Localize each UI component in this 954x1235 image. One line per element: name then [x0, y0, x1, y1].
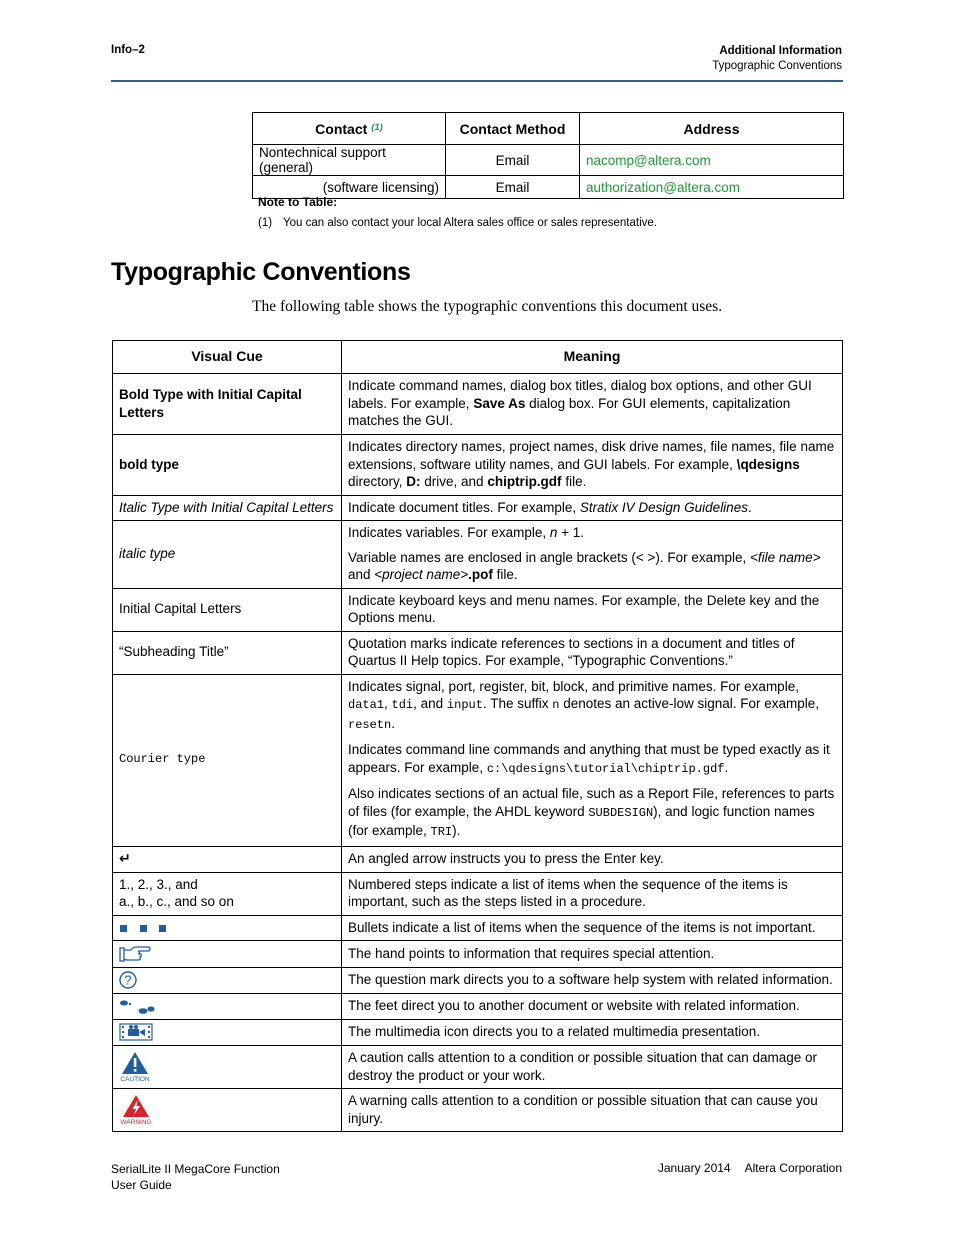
table-row [113, 374, 843, 435]
table-row [113, 872, 843, 915]
enter-arrow-icon: ↵ [119, 850, 131, 867]
meaning-cell: Indicates signal, port, register, bit, block, and primitive names. For example, data1, tdi, and input. The suffix n denotes an active-low signal. For example, resetn. Indicates command line commands and anything that must be typed exactly as it appears. For example, c:\qdesigns\tutorial\chiptrip.gdf. Also indicates sections of an actual file, such as a Report File, references to parts of files (for example, the AHDL keyword SUBDESIGN), and logic function names (for example, TRI). [342, 674, 843, 846]
multimedia-icon [119, 1023, 153, 1041]
table-note-title: Note to Table: [258, 195, 338, 209]
contact-cell: Nontechnical support (general) [253, 145, 446, 176]
cue-subheading-title: “Subheading Title” [113, 631, 342, 674]
address-cell [580, 145, 844, 176]
svg-text:WARNING: WARNING [120, 1118, 152, 1126]
meaning-cell: The hand points to information that requires special attention. [342, 941, 843, 967]
table-header-row [253, 113, 844, 145]
caution-icon [119, 1051, 151, 1083]
table-note [258, 217, 657, 229]
footer-publication-info [658, 1161, 842, 1175]
table-row [113, 1046, 843, 1089]
table-row [113, 941, 843, 967]
table-row [113, 915, 843, 941]
cue-bold-initial-caps: Bold Type with Initial Capital Letters [113, 374, 342, 435]
cue-feet [113, 994, 342, 1020]
warning-icon [119, 1094, 153, 1126]
meaning-cell: Bullets indicate a list of items when the sequence of the items is not important. [342, 915, 843, 941]
table-row [253, 176, 844, 199]
meaning-cell: Indicates variables. For example, n + 1. Variable names are enclosed in angle brackets (< >). For example, <file name> and <project name>.pof file. [342, 521, 843, 589]
table-note-text: You can also contact your local Altera sales office or sales representative. [283, 217, 657, 229]
meaning-cell: A caution calls attention to a condition or possible situation that can damage or destroy the product or your work. [342, 1046, 843, 1089]
table-row [113, 1089, 843, 1132]
question-mark-icon [119, 971, 137, 989]
meaning-cell: Indicate command names, dialog box titles, dialog box options, and other GUI labels. For example, Save As dialog box. For GUI elements, capitalization matches the GUI. [342, 374, 843, 435]
section-title-header: Additional Information [719, 45, 842, 57]
intro-paragraph: The following table shows the typographic conventions this document uses. [252, 298, 723, 315]
running-header [712, 44, 842, 74]
cue-courier-type: Courier type [113, 674, 342, 846]
email-link[interactable]: authorization@altera.com [586, 179, 741, 195]
table-row [113, 631, 843, 674]
table-row [113, 967, 843, 993]
address-cell [580, 176, 844, 199]
table-row [113, 521, 843, 589]
footer-company: Altera Corporation [744, 1161, 842, 1175]
meaning-cell: The multimedia icon directs you to a related multimedia presentation. [342, 1019, 843, 1045]
cue-warning [113, 1089, 342, 1132]
pointing-hand-icon [119, 945, 151, 963]
meaning-cell: Indicate document titles. For example, Stratix IV Design Guidelines. [342, 495, 843, 521]
table-note-ref[interactable]: (1) [371, 121, 383, 133]
page-label: Info–2 [111, 44, 145, 56]
table-note-number: (1) [258, 217, 273, 229]
contact-table [252, 112, 844, 199]
meaning-cell: Indicate keyboard keys and menu names. For example, the Delete key and the Options menu. [342, 588, 843, 631]
cue-bullets [113, 915, 342, 941]
cue-initial-caps: Initial Capital Letters [113, 588, 342, 631]
column-header-address: Address [580, 113, 844, 145]
cue-bold-type: bold type [113, 435, 342, 496]
cue-enter-arrow [113, 846, 342, 872]
section-heading: Typographic Conventions [111, 258, 411, 286]
cue-italic-type: italic type [113, 521, 342, 589]
column-header-contact: Contact $^{(1)}$ [253, 113, 446, 145]
meaning-cell: The feet direct you to another document or website with related information. [342, 994, 843, 1020]
table-row [113, 588, 843, 631]
cue-question-mark [113, 967, 342, 993]
cue-caution [113, 1046, 342, 1089]
table-row [113, 674, 843, 846]
table-row [253, 145, 844, 176]
conventions-table [112, 340, 843, 1132]
subsection-title-header: Typographic Conventions [712, 60, 842, 72]
cue-multimedia [113, 1019, 342, 1045]
column-header-visual-cue: Visual Cue [113, 341, 342, 374]
svg-text:CAUTION: CAUTION [120, 1075, 150, 1083]
method-cell: Email [446, 145, 580, 176]
footer-date: January 2014 [657, 1161, 731, 1175]
cue-numbered-steps: 1., 2., 3., and a., b., c., and so on [113, 872, 342, 915]
meaning-cell: The question mark directs you to a software help system with related information. [342, 967, 843, 993]
table-row [113, 994, 843, 1020]
feet-icon [119, 999, 155, 1015]
table-row [113, 435, 843, 496]
method-cell: Email [446, 176, 580, 199]
table-row [113, 846, 843, 872]
cue-pointing-hand [113, 941, 342, 967]
footer-doc-title: SerialLite II MegaCore Function User Guide [111, 1162, 280, 1192]
column-header-meaning: Meaning [342, 341, 843, 374]
table-row [113, 1019, 843, 1045]
meaning-cell: A warning calls attention to a condition or possible situation that can cause you injury. [342, 1089, 843, 1132]
meaning-cell: Numbered steps indicate a list of items when the sequence of the items is important, such as the steps listed in a procedure. [342, 872, 843, 915]
meaning-cell: Quotation marks indicate references to sections in a document and titles of Quartus II Help topics. For example, “Typographic Conventions.” [342, 631, 843, 674]
table-header-row [113, 341, 843, 374]
email-link[interactable]: nacomp@altera.com [586, 152, 711, 168]
table-row [113, 495, 843, 521]
contact-cell: (software licensing) [253, 176, 446, 199]
header-rule [111, 80, 843, 82]
svg-text:?: ? [124, 972, 132, 988]
column-header-method: Contact Method [446, 113, 580, 145]
meaning-cell: Indicates directory names, project names, disk drive names, file names, file name extensions, software utility names, and GUI labels. For example, \qdesigns directory, D: drive, and chiptrip.gdf file. [342, 435, 843, 496]
cue-italic-initial-caps: Italic Type with Initial Capital Letters [113, 495, 342, 521]
meaning-cell: An angled arrow instructs you to press the Enter key. [342, 846, 843, 872]
bullets-icon [119, 923, 171, 933]
